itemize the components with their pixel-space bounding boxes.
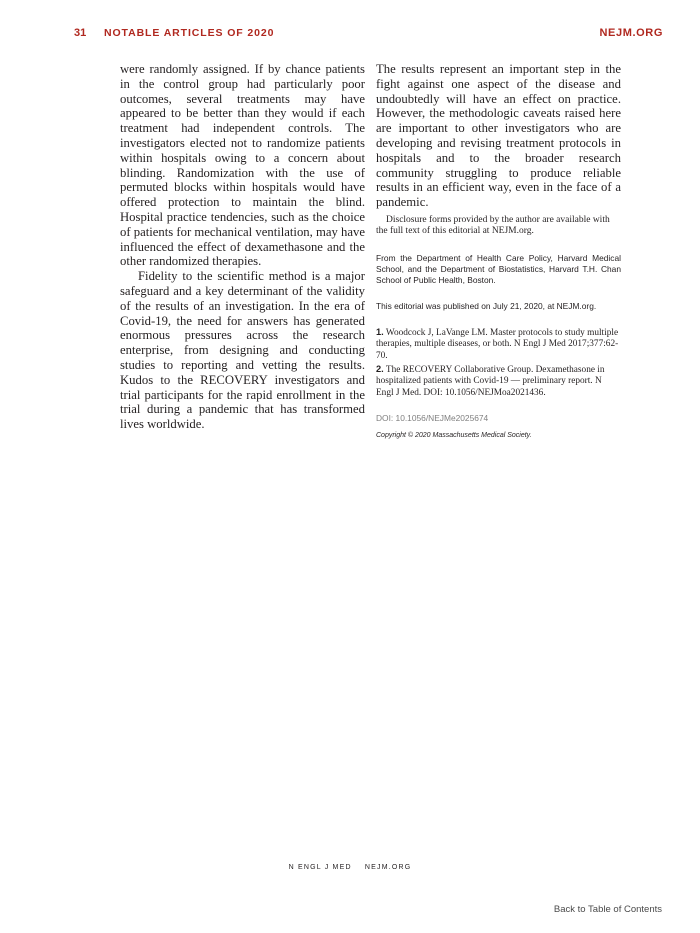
left-column [120,62,365,432]
publication-note: This editorial was published on July 21, 2020, at NEJM.org. [376,300,597,311]
reference-number: 1. [376,326,384,337]
disclosure-note: Disclosure forms provided by the author are available with the full text of this editorial at NEJM.org. [376,214,610,237]
page-header [0,27,700,43]
body-paragraph: were randomly assigned. If by chance patients in the control group had particularly poor outcomes, several treatments may have appeared to be better than they would if each treatment had independent controls. The investigators elected not to randomize patients within hospitals owing to a concern about blinding. Randomization with the use of permuted blocks within hospitals would have offered protection to maintain the blind. Hospital practice tendencies, such as the choice of patients for mechanical ventilation, may have influenced the effect of dexamethasone and the other randomized therapies. [120,62,365,269]
right-column [376,62,621,444]
reference-number: 2. [376,363,384,374]
section-title: NOTABLE ARTICLES OF 2020 [104,27,275,39]
reference-text: The RECOVERY Collaborative Group. Dexamethasone in hospitalized patients with Covid-19 — preliminary report. N Engl J Med. DOI: 10.1056/NEJMoa2021436. [376,364,605,398]
author-affiliation: From the Department of Health Care Policy, Harvard Medical School, and the Department of Biostatistics, Harvard T.H. Chan School of Public Health, Boston. [376,252,621,286]
page-number: 31 [74,27,87,39]
doi-text: DOI: 10.1056/NEJMe2025674 [376,413,489,424]
back-to-toc-link[interactable]: Back to Table of Contents [553,904,662,915]
journal-brand: NEJM.ORG [599,27,663,39]
reference-item [376,364,621,400]
body-paragraph: The results represent an important step in the fight against one aspect of the disease and undoubtedly will have an effect on practice. However, the methodologic caveats raised here are important to other investigators who are developing and revising treatment protocols in hospitals and to the broader research community struggling to produce reliable results in an efficient way, even in the face of a pandemic. [376,62,621,210]
reference-item [376,327,621,363]
footer-site: NEJM.ORG [364,864,412,871]
body-paragraph: Fidelity to the scientific method is a major safeguard and a key determinant of the validity of the results of an investigation. In the era of Covid-19, the need for answers has generated enormous pressures across the research enterprise, from designing and conducting studies to reporting and vetting the results. Kudos to the RECOVERY investigators and trial participants for the rapid enrollment in the trial during a pandemic that has transformed lives worldwide. [120,269,365,432]
reference-text: Woodcock J, LaVange LM. Master protocols to study multiple therapies, multiple diseases, or both. N Engl J Med 2017;377:62-70. [376,327,619,361]
reference-list [376,327,621,400]
page-footer [0,864,700,871]
copyright-text: Copyright © 2020 Massachusetts Medical Society. [376,432,532,440]
footer-journal: N ENGL J MED [288,864,352,871]
